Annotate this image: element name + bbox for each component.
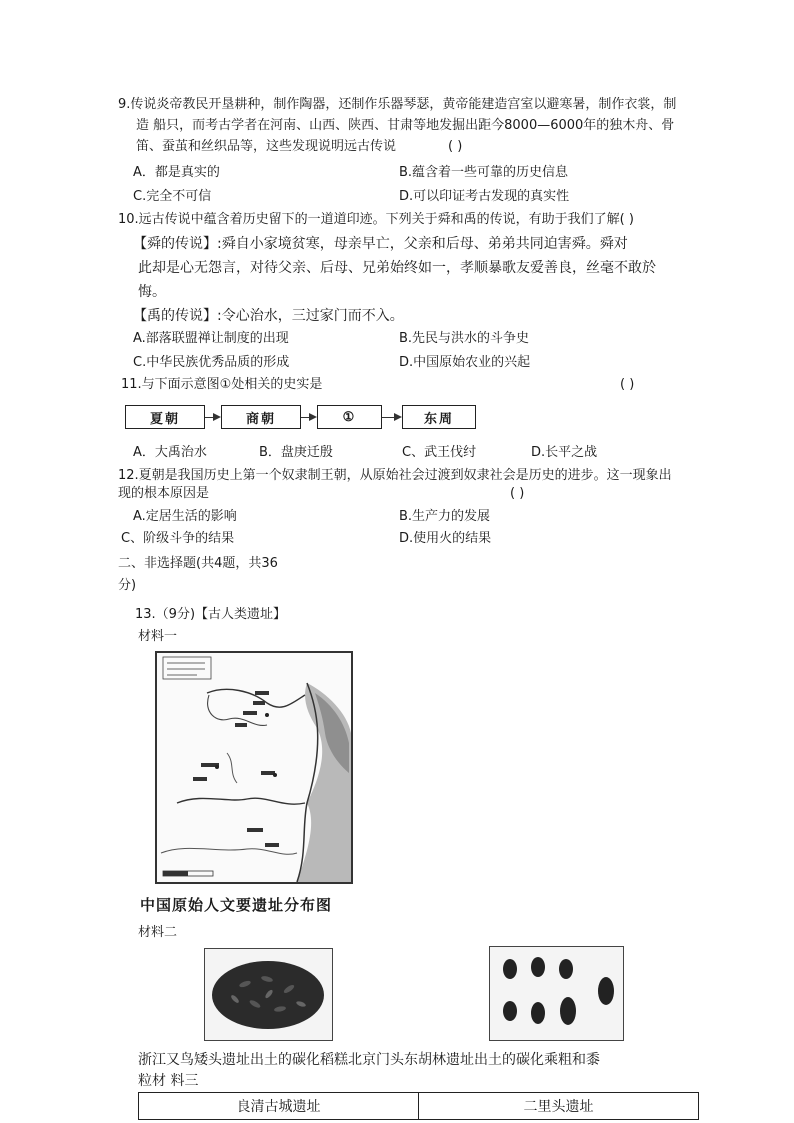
rice-grains-image [205,949,331,1039]
flow-box-xia: 夏朝 [125,405,205,429]
q10-shun-legend-2: 此却是心无怨言，对待父亲、后母、兄弟始终如一，孝顺暴歌友爱善良，丝毫不敢於 [138,260,656,276]
carbonized-millet-photo [489,946,624,1041]
q9-text-line-3: 笛、蚕茧和丝织品等，这些发现说明远古传说 [136,139,397,154]
q9-option-a: A．都是真实的 [133,165,220,180]
q11-option-b: B．盘庚迁殷 [259,445,333,460]
section-2-heading-line-1: 二、非选择题(共4题，共36 [118,556,278,571]
q9-text-line-1: 9.传说炎帝教民开垦耕种，制作陶器，还制作乐器琴瑟，黄帝能建造宫室以避寒暑，制作衣裳，制 [118,97,677,112]
q9-answer-paren: ( ) [448,139,463,154]
table-header-row [139,1093,699,1120]
q12-option-b: B.生产力的发展 [399,509,491,524]
flow-arrow-2 [301,417,315,418]
site-distribution-map [155,651,353,884]
q13-title: 13.（9分)【古人类遗址】 [135,607,287,622]
flow-box-shang: 商朝 [221,405,301,429]
q9-option-c: C.完全不可信 [133,189,212,204]
q10-option-b: B.先民与洪水的斗争史 [399,331,530,346]
map-caption: 中国原始人文要遗址分布图 [140,896,333,914]
material-2-label: 材料二 [138,925,178,940]
q12-option-a: A.定居生活的影响 [133,509,237,524]
q11-option-d: D.长平之战 [531,445,598,460]
q9-option-d: D.可以印证考古发现的真实性 [399,189,570,204]
q9-text-line-2: 造 船只，而考古学者在河南、山西、陕西、甘肃等地发掘出距今8000—6000年的独木舟、骨 [136,118,675,133]
q12-answer-paren: ( ) [510,486,525,501]
q9-option-b: B.蕴含着一些可靠的历史信息 [399,165,569,180]
q11-text-line-1: 11.与下面示意图①处相关的史实是 [121,377,323,392]
material-1-label: 材料一 [138,629,178,644]
q12-text-line-2: 现的根本原因是 [118,486,210,501]
q12-option-c: C、阶级斗争的结果 [121,531,235,546]
flow-box-blank-1: ① [317,405,382,429]
q10-option-c: C.中华民族优秀品质的形成 [133,355,290,370]
table-header-erlitou: 二里头遗址 [419,1093,699,1120]
q10-shun-legend-3: 悔。 [138,284,166,300]
flow-arrow-3 [382,417,400,418]
q10-option-d: D.中国原始农业的兴起 [399,355,531,370]
q12-text-line-1: 12.夏朝是我国历史上第一个奴隶制王朝，从原始社会过渡到奴隶社会是历史的进步。这一现象出 [118,468,672,483]
carbonized-rice-photo [204,948,333,1041]
section-2-heading-line-2: 分) [118,578,137,593]
q11-answer-paren: ( ) [620,377,635,392]
material-2-caption-line-2: 粒材 料三 [138,1073,199,1089]
q10-option-a: A.部落联盟禅让制度的出现 [133,331,289,346]
map-drawing [157,653,351,882]
q10-yu-legend: 【禹的传说】:令心治水，三过家门而不入。 [133,308,404,324]
q10-text-line-1: 10.远古传说中蕴含着历史留下的一道道印迹。下列关于舜和禹的传说，有助于我们了解( ) [118,212,634,227]
q10-shun-legend-1: 【舜的传说】:舜自小家境贫寒，母亲早亡，父亲和后母、弟弟共同迫害舜。舜对 [133,236,628,252]
q11-option-c: C、武王伐纣 [402,445,477,460]
millet-grains-image [490,947,622,1039]
material-3-table [138,1092,699,1120]
q11-option-a: A．大禹治水 [133,445,207,460]
flow-arrow-1 [205,417,219,418]
table-header-liangzhu: 良清古城遗址 [139,1093,419,1120]
flow-box-eastern-zhou: 东周 [402,405,476,429]
q12-option-d: D.使用火的结果 [399,531,492,546]
material-2-caption-line-1: 浙江又鸟矮头遗址出土的碳化稻糕北京门头东胡林遗址出土的碳化乘粗和黍 [138,1052,600,1068]
